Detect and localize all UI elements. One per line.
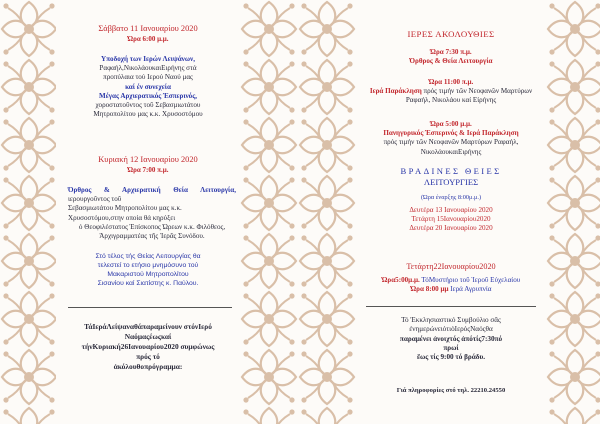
- right-ornament-border: [546, 0, 600, 424]
- night-liturgy-date-1: Δευτέρα 13 Ιανουαρίου 2020: [409, 205, 493, 214]
- council-notice: Τό Ἐκκλησιαστικό Συμβούλιο σᾶς ἐνημερώνειότιὁΙερόςΝαόςθα παραμένει ἀνοιχτός ἀπότίς7:30πό πρωί ἕως τίς 9:00 τό βράδυ.: [399, 316, 503, 362]
- contact-phone: Γιά πληροφορίες στό τηλ. 22210.24550: [396, 387, 506, 394]
- evening-service: Ώρα 5:00 μ.μ. Πανηγυρικός Έσπερινός & Ιερά Παράκληση πρός τιμήν τῶν Νεοφανῶν Μαρτύρων Ραφαήλ, ΝικολάουκαιΕιρήνης: [383, 120, 519, 156]
- center-ornament-band: [240, 0, 356, 424]
- sunday-date: Κυριακή 12 Ιανουαρίου 2020: [98, 155, 198, 164]
- right-panel: [356, 0, 546, 424]
- relics-notice: ΤάΙεράΛείψαναθάπαραμείνουν στόνΙερό Ναόμαςέωςκαί τήνΚυριακή26Ιανουαρίου2020 συμφώνως πρός τό ἀκόλουθοπρόγραμμα:: [81, 322, 215, 371]
- night-liturgies: ΒΡΑΔΙΝΕΣ ΘΕΙΕΣ ΛΕΙΤΟΥΡΓΙΕΣ (Ώρα έναρξης 8:00μ.μ.) Δευτέρα 13 Ιανουαρίου 2020 Τετάρτη 15Ιανουαρίου2020 Δευτέρα 20 Ιανουαρίου 2020: [356, 166, 546, 233]
- sunday-time: Ώρα 7:00 π.μ.: [127, 165, 169, 174]
- saturday-time: Ώρα 6:00 μ.μ.: [127, 34, 169, 43]
- wednesday-block: Τετάρτη22Ιανουαρίου2020 Ώρα5:00μ.μ. ΤόΜυστήριο τοῦ Ἱεροῦ Εὐχελαίου Ώρα 8:00 μμ Ιερά Αγρυπνία: [356, 262, 546, 294]
- night-liturgy-date-3: Δευτέρα 20 Ιανουαρίου 2020: [409, 223, 493, 232]
- sunday-block: [56, 155, 240, 175]
- left-ornament-border: [0, 0, 56, 424]
- services-title: ΙΕΡΕΣ ΑΚΟΛΟΥΘΙΕΣ: [407, 29, 495, 39]
- memorial-note: Στό τέλος τής Θείας Λειτουργίας θα τελεστεί το ετήσιο μνημόσυνο τού Μακαριστού Μητροπολίτου Σισανίου καί Σιατίστης κ. Παύλου.: [95, 253, 201, 287]
- night-liturgy-date-2: Τετάρτη 15Ιανουαρίου2020: [411, 214, 491, 223]
- saturday-block: [56, 24, 240, 44]
- morning-service: Ώρα 7:30 π.μ. Όρθρος & Θεία Λειτουργία: [409, 48, 493, 66]
- left-panel: [56, 0, 240, 424]
- left-divider: [68, 307, 232, 308]
- saturday-date: Σάββατο 11 Ιανουαρίου 2020: [98, 24, 198, 33]
- saturday-reception: Υποδοχή των Ιερών Λειψάνων, Ραφαήλ,ΝικολάουκαιΕιρήνης στά προπύλαια τού Ιερού Ναού μας καί έν συνεχεία Μέγας Αρχιερατικός Έσπερινός, χοροστατοῦντος τοῦ Σεβασμιωτάτου Μητροπολίτου μας κ.κ. Χρυσοστόμου: [93, 55, 203, 119]
- sunday-liturgy: Όρθρος & Αρχιερατική Θεία Λειτουργία, ιερουργοῦντος τοῦ Σεβασμιωτάτου Μητροπολίτου μας κ.κ. Χρυσοστόμου,στην οποία θά κηρύξει ό Θεοφιλέστατος Έπίσκοπος Ώρεων κ.κ. Φιλόθεος, Άρχιγραμματέας τῆς Ἱερᾶς Συνόδου.: [68, 186, 236, 241]
- right-divider: [366, 306, 536, 307]
- wednesday-date: Τετάρτη22Ιανουαρίου2020: [406, 262, 496, 271]
- noon-service: Ώρα 11:00 π.μ. Ιερά Παράκληση πρός τιμήν τῶν Νεοφανῶν Μαρτύρων Ραφαήλ, Νικολάου καί Εἰρήνης: [369, 78, 533, 105]
